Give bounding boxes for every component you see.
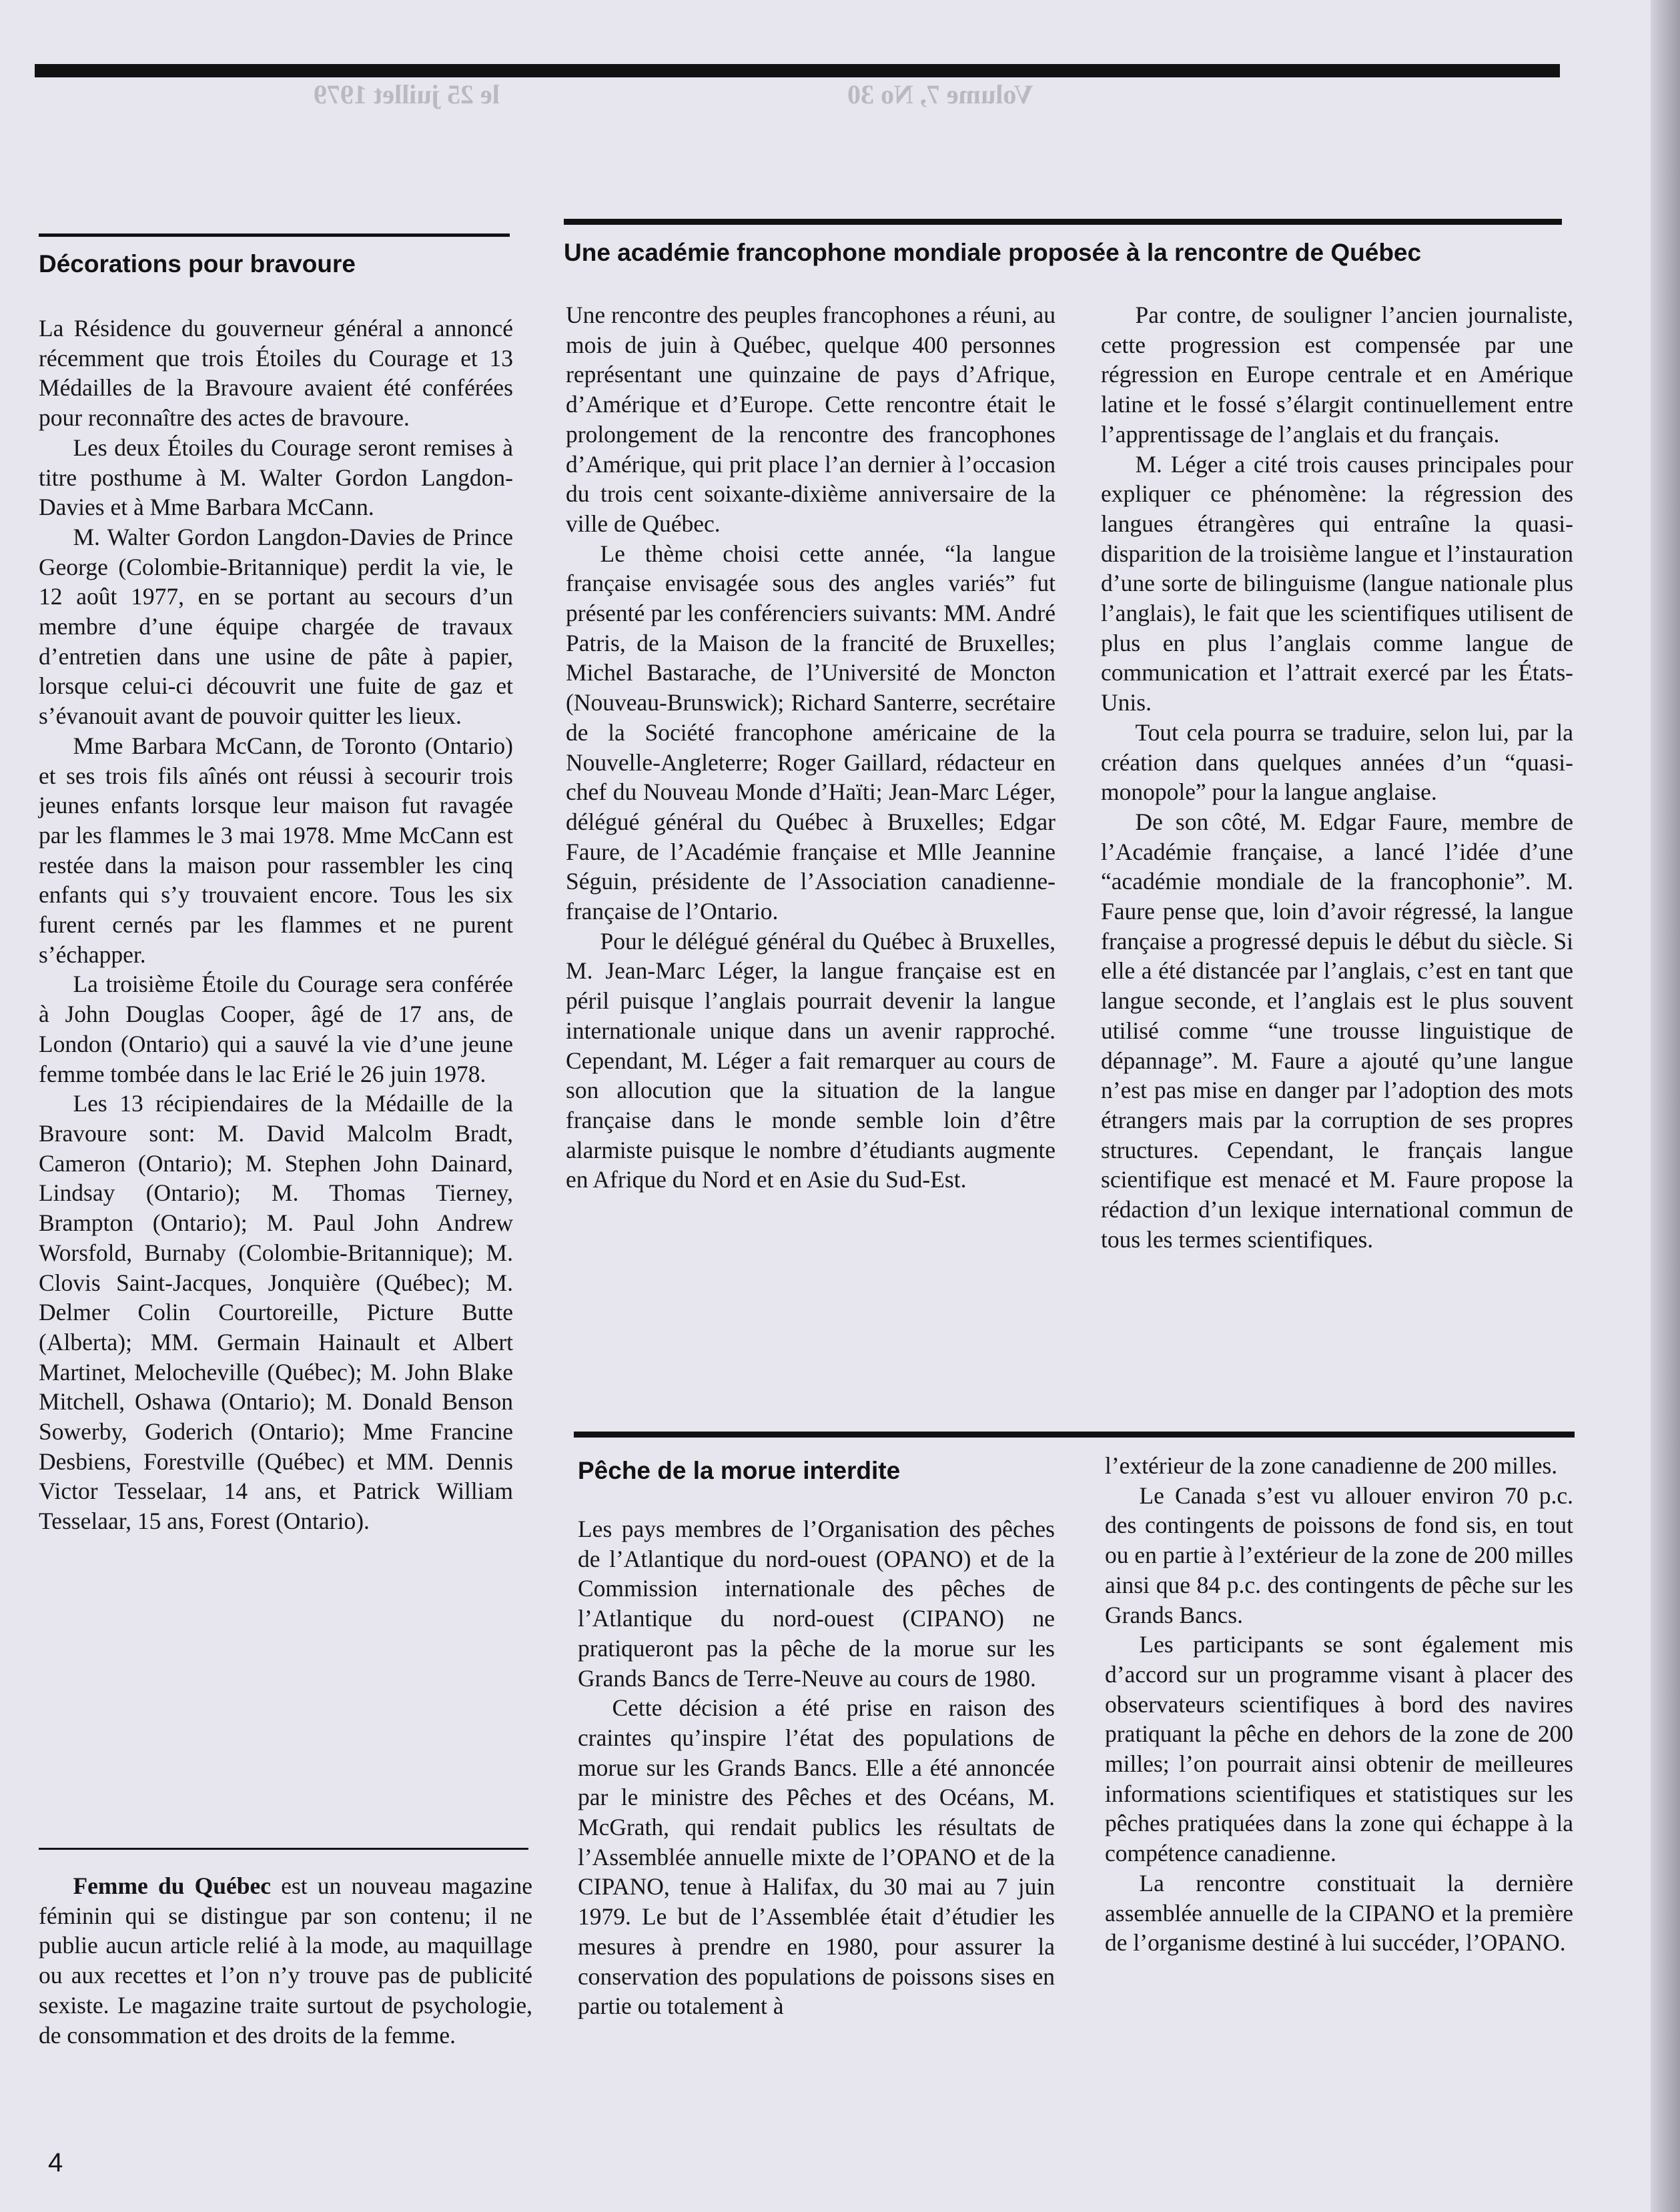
paragraph: l’extérieur de la zone canadienne de 200 milles. (1105, 1452, 1558, 1479)
paragraph: La Résidence du gouverneur général a annoncé récemment que trois Étoiles du Courage et 13 Médailles de la Bravoure avaient été conférées pour reconnaître des actes de bravoure. (39, 315, 513, 432)
article2-title: Une académie francophone mondiale proposée à la rencontre de Québec (564, 239, 1422, 266)
article3-rule (574, 1432, 1575, 1438)
paragraph: Les 13 récipiendaires de la Médaille de la Bravoure sont: M. David Malcolm Bradt, Cameron (Ontario); M. Stephen John Dainard, Lindsay (Ontario); M. Thomas Tierney, Brampton (Ontario); M. Paul John Andrew Worsfold, Burnaby (Colombie-Britannique); M. Clovis Saint-Jacques, Jonquière (Québec); M. Delmer Colin Courtoreille, Picture Butte (Alberta); MM. Germain Hainault et Albert Martinet, Melocheville (Québec); M. John Blake Mitchell, Oshawa (Ontario); M. Donald Benson Sowerby, Goderich (Ontario); Mme Francine Desbiens, Forestville (Québec) et MM. Dennis Victor Tesselaar, 14 ans, et Patrick William Tesselaar, 15 ans, Forest (Ontario). (39, 1090, 513, 1535)
article3-col2 (1105, 1451, 1573, 1958)
paragraph: Le thème choisi cette année, “la langue française envisagée sous des angles variés” fut présenté par les conférenciers suivants: MM. André Patris, de la Maison de la francité de Bruxelles; Michel Bastarache, de l’Université de Moncton (Nouveau-Brunswick); Richard Santerre, secrétaire de la Société francophone américaine de la Nouvelle-Angleterre; Roger Gaillard, rédacteur en chef du Nouveau Monde d’Haïti; Jean-Marc Léger, délégué général du Québec à Bruxelles; Edgar Faure, de l’Académie française et Mlle Jeannine Séguin, présidente de l’Association canadienne-française de l’Ontario. (566, 540, 1056, 925)
article1-rule (39, 233, 510, 237)
ghost-date: le 25 juillet 1979 (314, 79, 500, 109)
article2-col1 (566, 300, 1056, 1195)
page-edge (1651, 0, 1680, 2212)
paragraph: M. Walter Gordon Langdon-Davies de Prince George (Colombie-Britannique) perdit la vie, le 12 août 1977, en se portant au secours d’un membre d’une équipe chargée de travaux d’entretien dans une usine de pâte à papier, lorsque celui-ci découvrit une fuite de gaz et s’évanouit avant de pouvoir quitter les lieux. (39, 523, 513, 730)
article3-col1 (578, 1514, 1055, 2021)
article2-col2 (1101, 300, 1573, 1255)
article3-title: Pêche de la morue interdite (578, 1457, 901, 1484)
paragraph: Par contre, de souligner l’ancien journaliste, cette progression est compensée par une régression en Europe centrale et en Amérique latine et le fossé s’élargit continuellement entre l’apprentissage de l’anglais et du français. (1101, 302, 1573, 448)
brief-body (39, 1871, 532, 2050)
page-number: 4 (48, 2148, 63, 2177)
article1-title: Décorations pour bravoure (39, 250, 356, 278)
article2-rule (564, 219, 1562, 225)
paragraph: La troisième Étoile du Courage sera conférée à John Douglas Cooper, âgé de 17 ans, de London (Ontario) qui a sauvé la vie d’une jeune femme tombée dans le lac Erié le 26 juin 1978. (39, 971, 513, 1087)
paragraph: Les participants se sont également mis d’accord sur un programme visant à placer des observateurs scientifiques à bord des navires pratiquant la pêche en dehors de la zone de 200 milles; l’on pourrait ainsi obtenir de meilleures informations scientifiques et statistiques sur les pêches pratiquées dans la zone qui échappe à la compétence canadienne. (1105, 1631, 1573, 1867)
paragraph: Mme Barbara McCann, de Toronto (Ontario) et ses trois fils aînés ont réussi à secourir trois jeunes enfants lorsque leur maison fut ravagée par les flammes le 3 mai 1978. Mme McCann est restée dans la maison pour rassembler les cinq enfants qui s’y trouvaient encore. Tous les six furent cernés par les flammes et ne purent s’échapper. (39, 732, 513, 968)
paragraph: Les deux Étoiles du Courage seront remises à titre posthume à M. Walter Gordon Langdon-Davies et à Mme Barbara McCann. (39, 434, 513, 521)
article1-body (39, 314, 513, 1536)
brief-text: est un nouveau magazine féminin qui se distingue par son contenu; il ne publie aucun article relié à la mode, au maquillage ou aux recettes et l’on n’y trouve pas de publicité sexiste. Le magazine traite surtout de psychologie, de consommation et des droits de la femme. (39, 1872, 532, 2049)
brief-rule (39, 1848, 528, 1850)
top-rule (35, 64, 1560, 77)
paragraph: Le Canada s’est vu allouer environ 70 p.c. des contingents de poissons de fond sis, en tout ou en partie à l’extérieur de la zone de 200 milles ainsi que 84 p.c. des contingents de pêche sur les Grands Bancs. (1105, 1482, 1573, 1628)
paragraph: Tout cela pourra se traduire, selon lui, par la création dans quelques années d’un “quasi-monopole” pour la langue anglaise. (1101, 718, 1573, 806)
paragraph: La rencontre constituait la dernière assemblée annuelle de la CIPANO et la première de l’organisme destiné à lui succéder, l’OPANO. (1105, 1869, 1573, 1957)
paragraph: M. Léger a cité trois causes principales pour expliquer ce phénomène: la régression des langues étrangères qui entraîne la quasi-disparition de la troisième langue et l’instauration d’une sorte de bilinguisme (langue nationale plus l’anglais), le fait que les scientifiques utilisent de plus en plus l’anglais comme langue de communication et l’attrait exercé par les États-Unis. (1101, 450, 1573, 716)
paragraph: Pour le délégué général du Québec à Bruxelles, M. Jean-Marc Léger, la langue française est en péril puisque l’anglais pourrait devenir la langue internationale unique dans un avenir rapproché. Cependant, M. Léger a fait remarquer au cours de son allocution que la situation de la langue française dans le monde semble loin d’être alarmiste puisque le nombre d’étudiants augmente en Afrique du Nord et en Asie du Sud-Est. (566, 927, 1056, 1193)
paragraph: De son côté, M. Edgar Faure, membre de l’Académie française, a lancé l’idée d’une “académie mondiale de la francophonie”. M. Faure pense que, loin d’avoir régressé, la langue française a progressé depuis le début du siècle. Si elle a été distancée par l’anglais, c’est en tant que langue seconde, et l’anglais est le plus souvent utilisé comme “une trousse linguistique de dépannage”. M. Faure a ajouté qu’une langue n’est pas mise en danger par l’adoption des mots étrangers mais par la corruption de ses propres structures. Cependant, le français langue scientifique est menacé et M. Faure propose la rédaction d’un lexique international commun de tous les termes scientifiques. (1101, 808, 1573, 1253)
paragraph: Les pays membres de l’Organisation des pêches de l’Atlantique du nord-ouest (OPANO) et de la Commission internationale des pêches de l’Atlantique du nord-ouest (CIPANO) ne pratiqueront pas la pêche de la morue sur les Grands Bancs de Terre-Neuve au cours de 1980. (578, 1516, 1055, 1692)
ghost-volume: Volume 7, No 30 (847, 79, 1033, 109)
paragraph: Cette décision a été prise en raison des craintes qu’inspire l’état des populations de morue sur les Grands Bancs. Elle a été annoncée par le ministre des Pêches et des Océans, M. McGrath, qui rendait publics les résultats de l’Assemblée annuelle mixte de l’OPANO et de la CIPANO, tenue à Halifax, du 30 mai au 7 juin 1979. Le but de l’Assemblée était d’étudier les mesures à prendre en 1980, pour assurer la conservation des populations de poissons sises en partie ou totalement à (578, 1694, 1055, 2020)
paragraph: Une rencontre des peuples francophones a réuni, au mois de juin à Québec, quelque 400 personnes représentant une quinzaine de pays d’Afrique, d’Amérique et d’Europe. Cette rencontre était le prolongement de la rencontre des francophones d’Amérique, qui prit place l’an dernier à l’occasion du trois cent soixante-dixième anniversaire de la ville de Québec. (566, 302, 1056, 537)
brief-title: Femme du Québec (73, 1872, 272, 1899)
